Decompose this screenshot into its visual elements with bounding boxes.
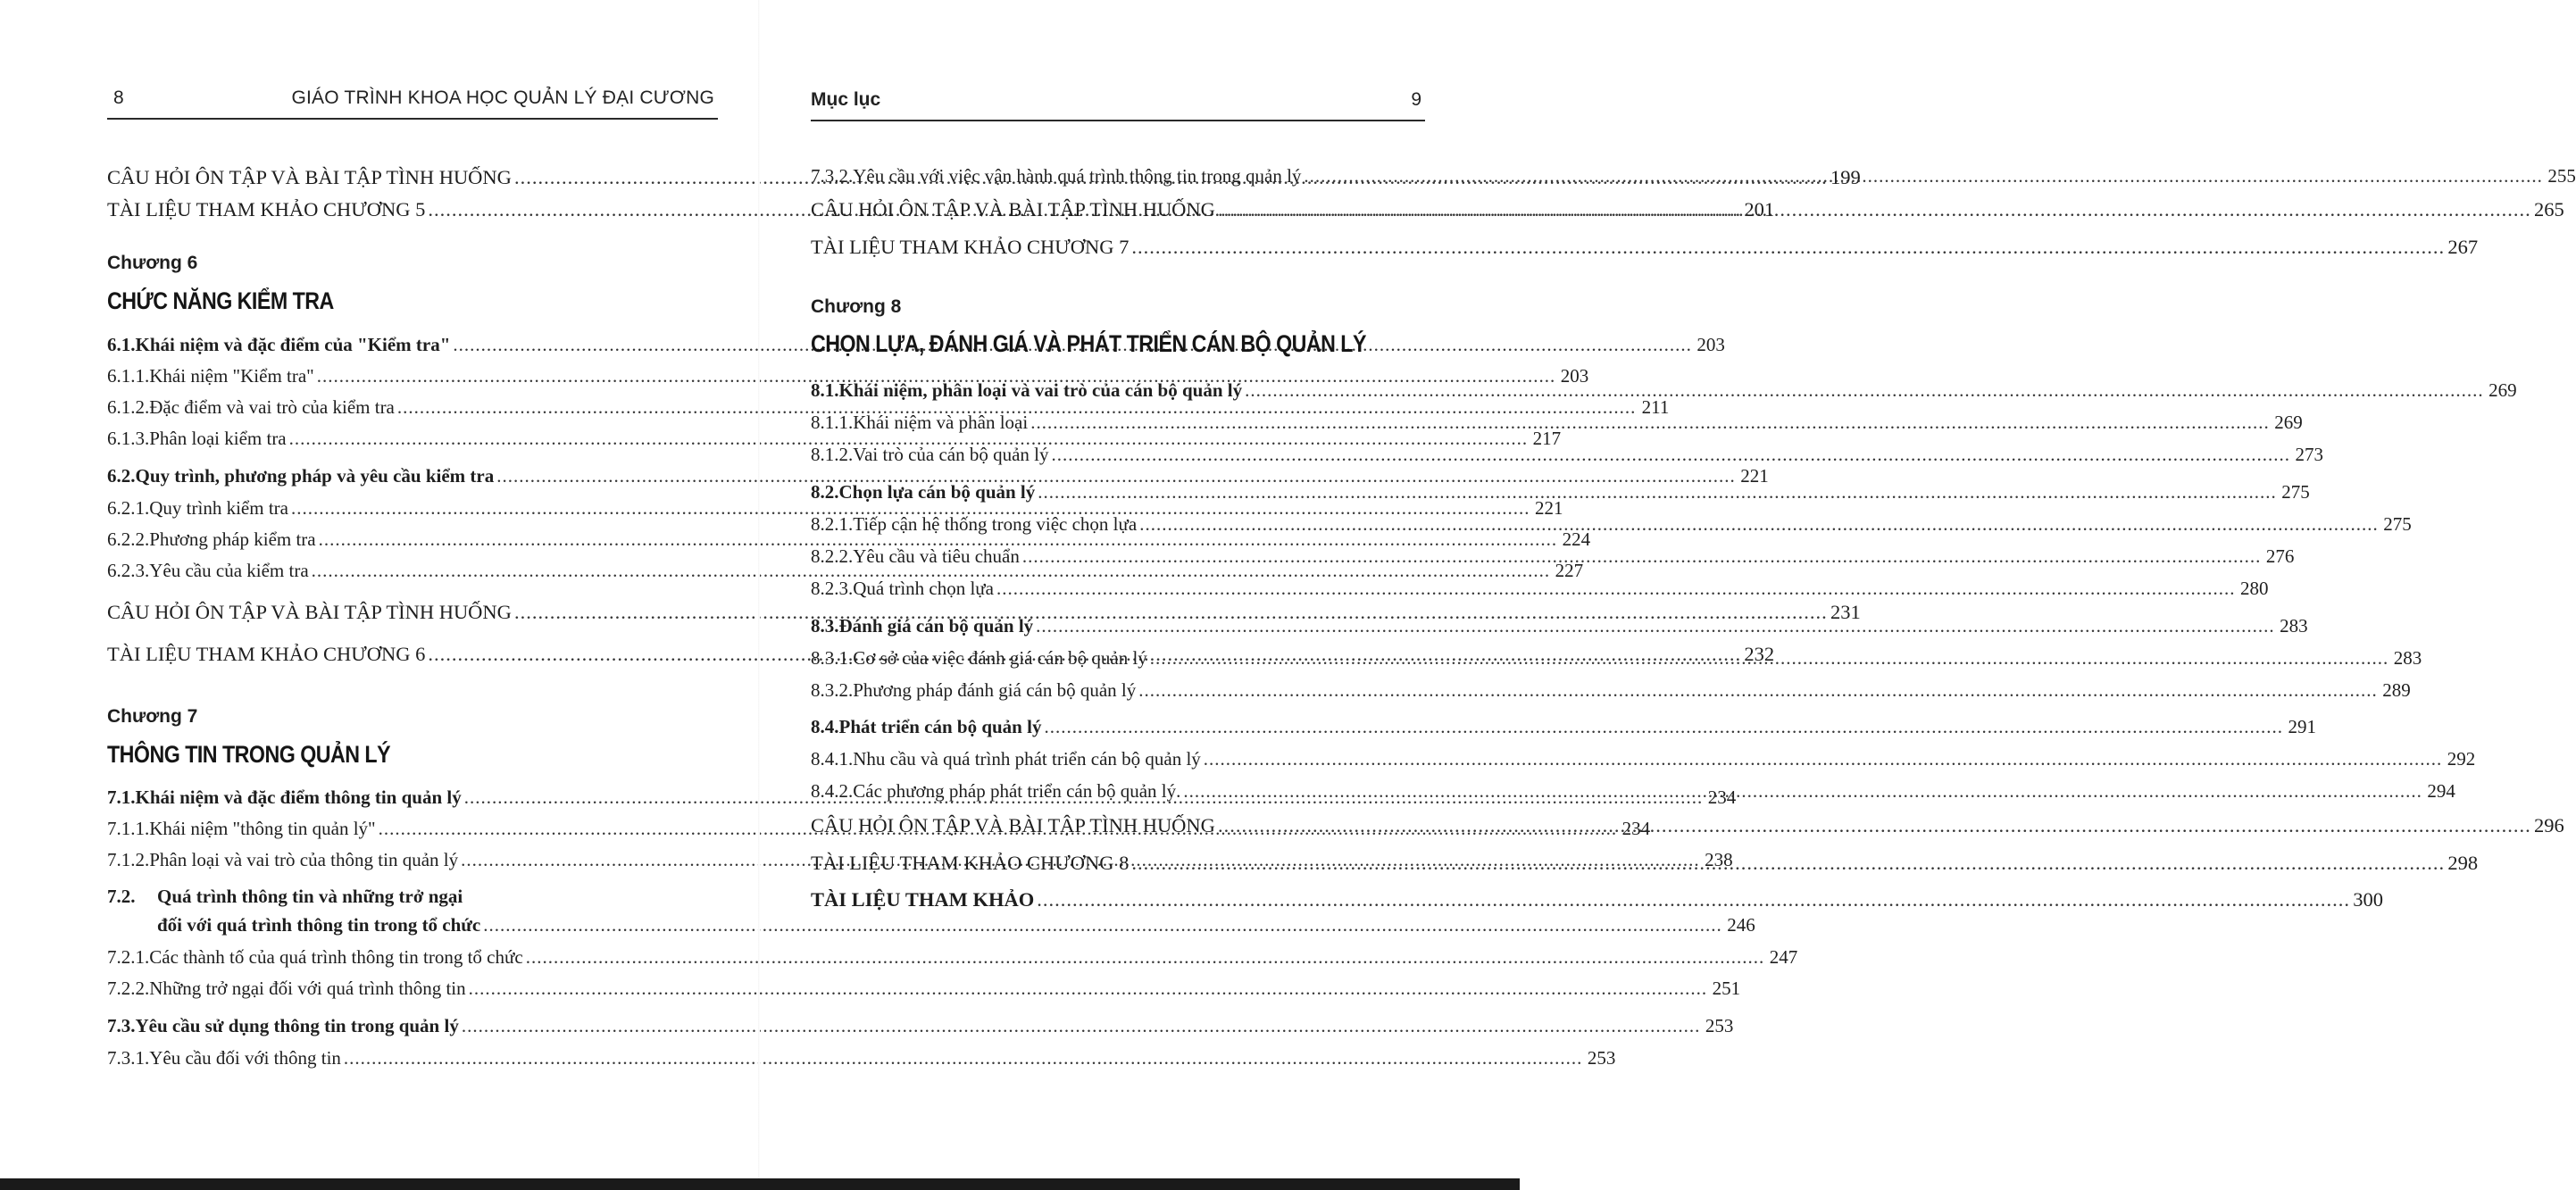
toc-entry-6-1-3[interactable] — [107, 427, 1562, 450]
toc-entry-number: 7.3.1. — [107, 1047, 150, 1069]
dot-leader — [1030, 411, 2270, 434]
toc-page-number: 221 — [1534, 497, 1563, 519]
toc-entry-8-3[interactable] — [811, 614, 2308, 637]
toc-entry-7-3-1[interactable] — [107, 1046, 1616, 1069]
toc-entry-text: CÂU HỎI ÔN TẬP VÀ BÀI TẬP TÌNH HUỐNG — [811, 198, 1215, 221]
toc-page-number: 234 — [1707, 786, 1737, 808]
toc-entry-text: Khái niệm, phân loại và vai trò của cán bộ quản lý — [838, 379, 1243, 401]
toc-entry-6-1-1[interactable] — [107, 364, 1589, 387]
toc-page-number: 211 — [1641, 396, 1670, 418]
toc-page-number: 253 — [1705, 1015, 1734, 1036]
toc-page-number: 201 — [1744, 198, 1775, 221]
toc-entry-text: Phát triển cán bộ quản lý — [838, 716, 1042, 737]
toc-entry-6-2-3[interactable] — [107, 559, 1584, 582]
toc-page-number: 283 — [2280, 615, 2308, 637]
toc-entry-text: Phương pháp kiểm tra — [149, 528, 316, 550]
dot-leader — [1131, 236, 2445, 259]
toc-entry-number: 7.2. — [107, 886, 136, 907]
toc-page-number: 253 — [1587, 1047, 1616, 1069]
toc-entry-number: 6.1.3. — [107, 428, 150, 449]
toc-entry-7-2-1[interactable] — [107, 945, 1798, 969]
toc-entry-7-3[interactable] — [107, 1014, 1734, 1037]
toc-entry-text: Cơ sở của việc đánh giá cán bộ quản lý — [853, 647, 1147, 669]
toc-page-number: 246 — [1727, 914, 1755, 936]
scan-bottom-edge — [0, 1178, 1520, 1190]
toc-entry-text: Vai trò của cán bộ quản lý — [853, 444, 1049, 465]
toc-page-number: 296 — [2533, 814, 2564, 836]
dot-leader — [1139, 512, 2379, 536]
toc-page-number: 238 — [1705, 849, 1733, 870]
toc-entry-number: 8.3.1. — [811, 647, 854, 669]
toc-page-number: 203 — [1696, 334, 1725, 355]
toc-entry-bibliography[interactable] — [811, 888, 2383, 911]
toc-entry-number: 8.1.2. — [811, 444, 854, 465]
section-title: Mục lục — [811, 89, 881, 110]
toc-entry-text: Đặc điểm và vai trò của kiểm tra — [149, 396, 395, 418]
toc-entry-number: 8.2.2. — [811, 545, 854, 567]
toc-page-number: 247 — [1769, 946, 1798, 968]
toc-entry-text: TÀI LIỆU THAM KHẢO CHƯƠNG 8 — [811, 852, 1130, 874]
toc-entry-number: 7.1.2. — [107, 849, 150, 870]
dot-leader — [1218, 814, 2531, 837]
toc-entry-8-1-2[interactable] — [811, 443, 2324, 466]
toc-entry-text: Khái niệm "thông tin quản lý" — [149, 818, 376, 839]
toc-entry-number: 6.1. — [107, 334, 136, 355]
toc-page-number: 227 — [1555, 560, 1584, 581]
dot-leader — [1204, 747, 2443, 770]
toc-entry-text: Khái niệm và phân loại — [853, 412, 1029, 433]
dot-leader — [1183, 779, 2422, 803]
toc-entry-questions-ch6[interactable] — [107, 601, 1861, 624]
chapter-6-label: Chương 6 — [107, 253, 198, 273]
toc-page-number: 275 — [2281, 481, 2310, 503]
toc-entry-text: TÀI LIỆU THAM KHẢO CHƯƠNG 5 — [107, 198, 426, 221]
toc-entry-text: Nhu cầu và quá trình phát triển cán bộ quản lý — [853, 748, 1201, 770]
toc-entry-8-3-2[interactable] — [811, 678, 2411, 702]
dot-leader — [1052, 443, 2291, 466]
toc-entry-text: Yêu cầu và tiêu chuẩn — [853, 545, 1020, 567]
toc-page-number: 280 — [2240, 578, 2269, 599]
toc-page-number: 199 — [1830, 166, 1861, 188]
toc-entry-references-ch7[interactable] — [811, 236, 2479, 259]
toc-entry-text-line1: Quá trình thông tin và những trở ngại — [157, 886, 463, 907]
toc-entry-number: 6.2.3. — [107, 560, 150, 581]
toc-entry-number: 7.3.2. — [811, 165, 854, 187]
toc-entry-number: 8.1.1. — [811, 412, 854, 433]
toc-entry-number: 8.2. — [811, 481, 839, 503]
chapter-6-title: CHỨC NĂNG KIỂM TRA — [107, 287, 334, 314]
page-number: 8 — [113, 87, 124, 108]
toc-entry-number: 8.3. — [811, 615, 839, 637]
toc-page-number: 203 — [1560, 365, 1589, 387]
toc-entry-number: 7.1.1. — [107, 818, 150, 839]
toc-entry-number: 8.1. — [811, 379, 839, 401]
dot-leader — [1150, 646, 2389, 670]
toc-entry-text: TÀI LIỆU THAM KHẢO CHƯƠNG 7 — [811, 236, 1130, 258]
toc-entry-number: 8.2.3. — [811, 578, 854, 599]
toc-entry-number: 8.4.2. — [811, 780, 854, 802]
toc-entry-text: Yêu cầu với việc vận hành quá trình thông tin trong quản lý — [853, 165, 1302, 187]
toc-entry-number: 6.2.2. — [107, 528, 150, 550]
dot-leader — [1038, 480, 2277, 503]
toc-entry-text: Các phương pháp phát triển cán bộ quản lý. — [853, 780, 1181, 802]
toc-entry-text: CÂU HỎI ÔN TẬP VÀ BÀI TẬP TÌNH HUỐNG — [811, 814, 1215, 836]
toc-page-number: 283 — [2393, 647, 2422, 669]
dot-leader — [1218, 198, 2531, 221]
toc-entry-6-2-2[interactable] — [107, 528, 1591, 551]
toc-entry-7-2[interactable] — [157, 913, 1755, 936]
toc-entry-8-2-2[interactable] — [811, 545, 2295, 568]
toc-entry-text: Các thành tố của quá trình thông tin trong tổ chức — [149, 946, 523, 968]
toc-entry-text: CÂU HỎI ÔN TẬP VÀ BÀI TẬP TÌNH HUỐNG — [107, 601, 512, 623]
toc-entry-8-4-1[interactable] — [811, 747, 2476, 770]
toc-entry-6-2[interactable] — [107, 464, 1769, 487]
toc-entry-text: Khái niệm và đặc điểm của "Kiểm tra" — [135, 334, 451, 355]
toc-entry-7-2-2[interactable] — [107, 977, 1741, 1000]
toc-entry-text: Yêu cầu sử dụng thông tin trong quản lý — [135, 1015, 459, 1036]
toc-entry-text: Quá trình chọn lựa — [853, 578, 995, 599]
toc-page-number: 265 — [2533, 198, 2564, 221]
toc-entry-8-2-3[interactable] — [811, 577, 2269, 600]
toc-entry-text-line2: đối với quá trình thông tin trong tổ chức — [157, 914, 481, 936]
toc-page-number: 298 — [2447, 852, 2479, 874]
toc-entry-6-1-2[interactable] — [107, 395, 1670, 419]
dot-leader — [1304, 164, 2543, 187]
toc-entry-number: 6.1.2. — [107, 396, 150, 418]
toc-entry-8-4[interactable] — [811, 715, 2316, 738]
toc-entry-text: CÂU HỎI ÔN TẬP VÀ BÀI TẬP TÌNH HUỐNG — [107, 166, 512, 188]
toc-entry-8-2[interactable] — [811, 480, 2310, 503]
toc-entry-number: 7.2.1. — [107, 946, 150, 968]
toc-entry-text: Yêu cầu đối với thông tin — [149, 1047, 341, 1069]
toc-entry-number: 7.1. — [107, 786, 136, 808]
toc-entry-text: Những trở ngại đối với quá trình thông tin — [149, 978, 466, 999]
toc-entry-text: Phân loại và vai trò của thông tin quản lý — [149, 849, 459, 870]
chapter-8-title: CHỌN LỰA, ĐÁNH GIÁ VÀ PHÁT TRIỂN CÁN BỘ QUẢN LÝ — [811, 330, 1366, 357]
toc-entry-text: Khái niệm và đặc điểm thông tin quản lý — [135, 786, 462, 808]
toc-entry-text: Quy trình, phương pháp và yêu cầu kiểm tra — [135, 465, 495, 487]
toc-page-number: 255 — [2547, 165, 2576, 187]
toc-page-number: 251 — [1712, 978, 1741, 999]
dot-leader — [1022, 545, 2262, 568]
dot-leader — [1131, 852, 2445, 875]
toc-entry-text: Đánh giá cán bộ quản lý — [838, 615, 1034, 637]
toc-page-number: 289 — [2382, 679, 2411, 701]
toc-entry-number: 8.4.1. — [811, 748, 854, 770]
toc-page-number: 231 — [1830, 601, 1861, 623]
toc-entry-8-1[interactable] — [811, 379, 2517, 402]
toc-page-number: 269 — [2274, 412, 2303, 433]
toc-entry-number: 6.1.1. — [107, 365, 150, 387]
toc-entry-text: Phân loại kiểm tra — [149, 428, 287, 449]
toc-entry-text: Khái niệm "Kiểm tra" — [149, 365, 314, 387]
toc-entry-number: 6.2.1. — [107, 497, 150, 519]
toc-entry-text: TÀI LIỆU THAM KHẢO CHƯƠNG 6 — [107, 643, 426, 665]
toc-entry-text: Tiếp cận hệ thống trong việc chọn lựa — [853, 513, 1138, 535]
book-title: GIÁO TRÌNH KHOA HỌC QUẢN LÝ ĐẠI CƯƠNG — [291, 87, 714, 108]
toc-page-number: 294 — [2427, 780, 2455, 802]
toc-page-number: 269 — [2488, 379, 2517, 401]
toc-page-number: 232 — [1744, 643, 1775, 665]
toc-page-number: 276 — [2265, 545, 2295, 567]
toc-entry-number: 7.3. — [107, 1015, 136, 1036]
chapter-7-title: THÔNG TIN TRONG QUẢN LÝ — [107, 741, 391, 768]
toc-entry-6-2-1[interactable] — [107, 496, 1563, 520]
dot-leader — [1138, 678, 2378, 702]
toc-page-number: 224 — [1562, 528, 1591, 550]
toc-entry-text: Quy trình kiểm tra — [149, 497, 288, 519]
toc-page-number: 267 — [2447, 236, 2479, 258]
toc-entry-number: 7.2.2. — [107, 978, 150, 999]
toc-page-number: 292 — [2447, 748, 2476, 770]
dot-leader — [1044, 715, 2283, 738]
toc-entry-7-2-heading[interactable] — [107, 884, 718, 909]
toc-entry-number: 6.2. — [107, 465, 136, 487]
toc-entry-text: Yêu cầu của kiểm tra — [149, 560, 309, 581]
toc-entry-8-2-1[interactable] — [811, 512, 2412, 536]
dot-leader — [1037, 888, 2350, 911]
dot-leader — [1036, 614, 2275, 637]
chapter-8-label: Chương 8 — [811, 296, 902, 317]
toc-page-number: 275 — [2383, 513, 2412, 535]
dot-leader — [1245, 379, 2484, 402]
chapter-7-label: Chương 7 — [107, 706, 198, 727]
running-header-right — [811, 87, 1425, 121]
toc-entry-number: 8.4. — [811, 716, 839, 737]
toc-page-number: 234 — [1621, 818, 1651, 839]
toc-page-number: 217 — [1532, 428, 1562, 449]
toc-entry-8-1-1[interactable] — [811, 411, 2303, 434]
toc-page-number: 273 — [2295, 444, 2324, 465]
page-number: 9 — [1411, 89, 1421, 110]
toc-entry-number: 8.2.1. — [811, 513, 854, 535]
toc-page-number: 291 — [2288, 716, 2316, 737]
running-header-left — [107, 86, 718, 120]
toc-page-number: 300 — [2353, 888, 2383, 911]
toc-entry-number: 8.3.2. — [811, 679, 854, 701]
toc-entry-text: TÀI LIỆU THAM KHẢO — [811, 888, 1035, 911]
toc-page-number: 221 — [1740, 465, 1769, 487]
dot-leader — [996, 577, 2236, 600]
toc-entry-text: Phương pháp đánh giá cán bộ quản lý — [853, 679, 1137, 701]
toc-entry-text: Chọn lựa cán bộ quản lý — [838, 481, 1036, 503]
